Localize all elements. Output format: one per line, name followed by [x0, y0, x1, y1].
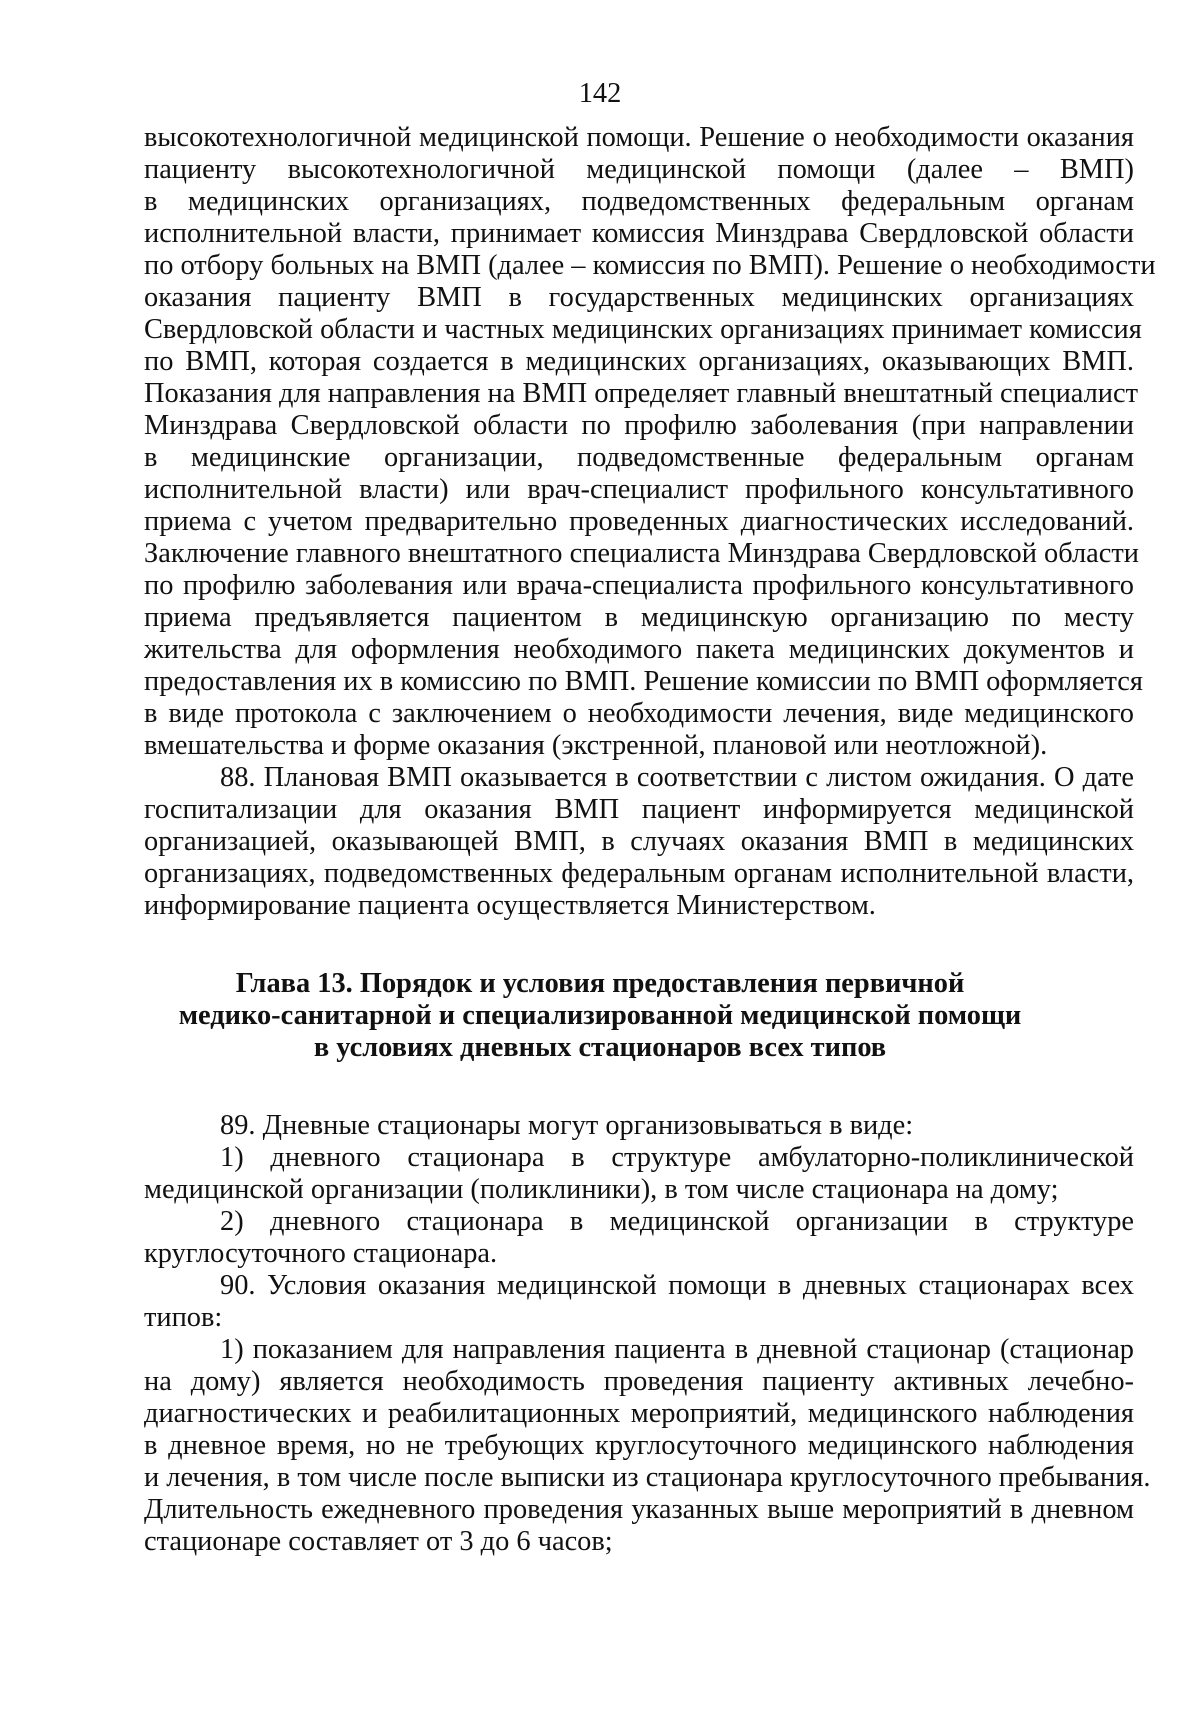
paragraph-first-line: 89. Дневные стационары могут организовываться в виде:	[220, 1110, 914, 1141]
text-line: организациях, подведомственных федеральным органам исполнительной власти,	[144, 858, 1134, 889]
text-line: организацией, оказывающей ВМП, в случаях оказания ВМП в медицинских	[144, 826, 1134, 857]
text-line: исполнительной власти) или врач-специалист профильного консультативного	[144, 474, 1134, 505]
text-line: в медицинские организации, подведомственные федеральным органам	[144, 442, 1134, 473]
text-line: Заключение главного внештатного специалиста Минздрава Свердловской области	[144, 538, 1139, 569]
text-line: медицинской организации (поликлиники), в том числе стационара на дому;	[144, 1174, 1059, 1205]
text-line: круглосуточного стационара.	[144, 1238, 498, 1269]
text-line: в виде протокола с заключением о необходимости лечения, виде медицинского	[144, 698, 1134, 729]
text-line: информирование пациента осуществляется Министерством.	[144, 890, 876, 921]
text-line: Свердловской области и частных медицинских организациях принимает комиссия	[144, 314, 1142, 345]
text-line: в медицинских организациях, подведомственных федеральным органам	[144, 186, 1134, 217]
text-line: Длительность ежедневного проведения указанных выше мероприятий в дневном	[144, 1494, 1134, 1525]
page-number: 142	[578, 78, 622, 109]
text-line: Показания для направления на ВМП определяет главный внештатный специалист	[144, 378, 1138, 409]
text-line: диагностических и реабилитационных мероприятий, медицинского наблюдения	[144, 1398, 1134, 1429]
text-line: по профилю заболевания или врача-специалиста профильного консультативного	[144, 570, 1134, 601]
text-line: приема с учетом предварительно проведенных диагностических исследований.	[144, 506, 1134, 537]
text-line: по отбору больных на ВМП (далее – комиссия по ВМП). Решение о необходимости	[144, 250, 1156, 281]
text-line: на дому) является необходимость проведения пациенту активных лечебно-	[144, 1366, 1134, 1397]
text-line: типов:	[144, 1302, 223, 1333]
paragraph-first-line: 1) показанием для направления пациента в дневной стационар (стационар	[220, 1334, 1134, 1365]
text-line: в дневное время, но не требующих круглосуточного медицинского наблюдения	[144, 1430, 1134, 1461]
text-line: исполнительной власти, принимает комиссия Минздрава Свердловской области	[144, 218, 1134, 249]
text-line: стационаре составляет от 3 до 6 часов;	[144, 1526, 613, 1557]
text-line: оказания пациенту ВМП в государственных медицинских организациях	[144, 282, 1134, 313]
paragraph-first-line: 88. Плановая ВМП оказывается в соответствии с листом ожидания. О дате	[220, 762, 1134, 793]
chapter-heading-line: медико-санитарной и специализированной медицинской помощи	[178, 1000, 1022, 1031]
text-line: госпитализации для оказания ВМП пациент информируется медицинской	[144, 794, 1134, 825]
text-line: вмешательства и форме оказания (экстренной, плановой или неотложной).	[144, 730, 1048, 761]
text-line: высокотехнологичной медицинской помощи. Решение о необходимости оказания	[144, 122, 1134, 153]
text-line: Минздрава Свердловской области по профилю заболевания (при направлении	[144, 410, 1134, 441]
chapter-heading-line: в условиях дневных стационаров всех типов	[313, 1032, 887, 1063]
paragraph-first-line: 90. Условия оказания медицинской помощи в дневных стационарах всех	[220, 1270, 1134, 1301]
paragraph-first-line: 2) дневного стационара в медицинской организации в структуре	[220, 1206, 1134, 1237]
text-line: жительства для оформления необходимого пакета медицинских документов и	[144, 634, 1134, 665]
text-line: по ВМП, которая создается в медицинских организациях, оказывающих ВМП.	[144, 346, 1134, 377]
text-line: и лечения, в том числе после выписки из стационара круглосуточного пребывания.	[144, 1462, 1151, 1493]
text-line: предоставления их в комиссию по ВМП. Решение комиссии по ВМП оформляется	[144, 666, 1143, 697]
chapter-heading-line: Глава 13. Порядок и условия предоставления первичной	[235, 968, 965, 999]
text-line: пациенту высокотехнологичной медицинской помощи (далее – ВМП)	[144, 154, 1134, 185]
paragraph-first-line: 1) дневного стационара в структуре амбулаторно-поликлинической	[220, 1142, 1134, 1173]
text-line: приема предъявляется пациентом в медицинскую организацию по месту	[144, 602, 1134, 633]
